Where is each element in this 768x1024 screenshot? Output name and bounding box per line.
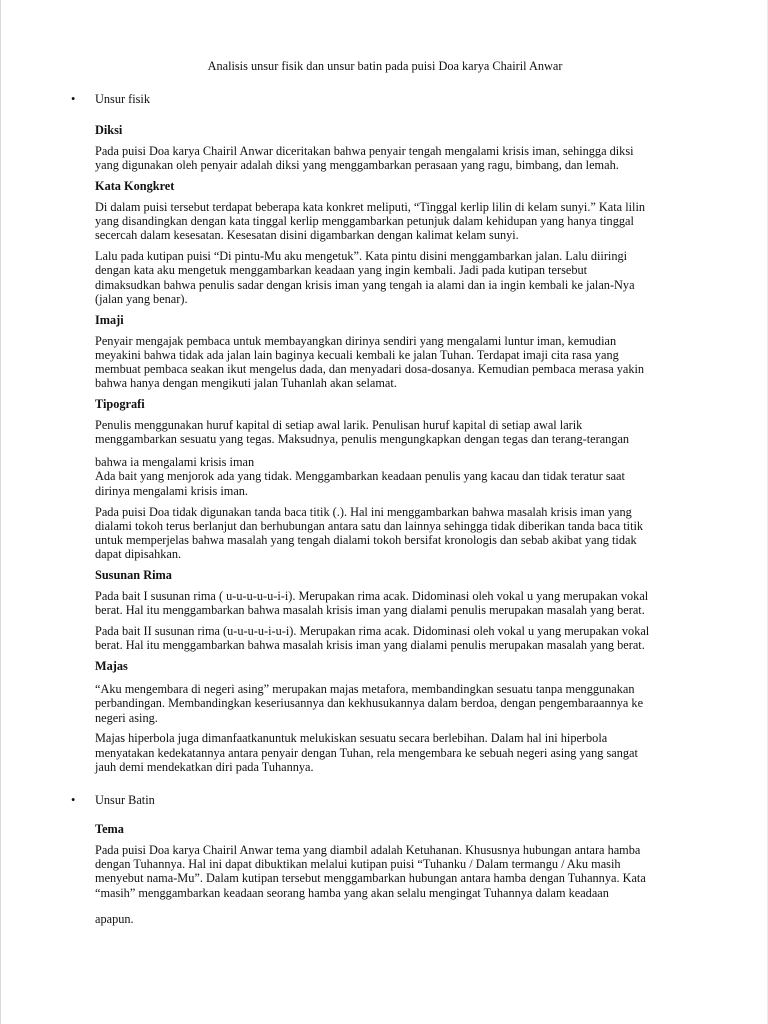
subsection-majas <box>95 659 755 781</box>
subheading-tema: Tema <box>95 821 124 836</box>
paragraph-line: Di dalam puisi tersebut terdapat beberapa kata konkret meliputi, “Tinggal kerlip lilin di kelam sunyi.” Kata lilin <box>95 199 646 214</box>
paragraph-line: dimaksudkan bahwa penulis sadar dengan krisis iman yang tengah ia alami dan ia ingin kembali ke jalan-Nya <box>95 277 635 292</box>
section-unsur-fisik <box>71 92 755 781</box>
paragraph <box>95 200 755 243</box>
paragraph-line: bahwa hanya dengan mengikuti jalan Tuhanlah akan selamat. <box>95 376 397 391</box>
paragraph-line: berat. Hal itu menggambarkan bahwa masalah krisis iman yang dialami penulis merupakan masalah yang berat. <box>95 603 645 618</box>
paragraph <box>95 589 755 618</box>
paragraph-line: Lalu pada kutipan puisi “Di pintu-Mu aku mengetuk”. Kata pintu disini menggambarkan jalan. Lalu diiringi <box>95 249 628 264</box>
paragraph-line: Penulis menggunakan huruf kapital di setiap awal larik. Penulisan huruf kapital di setiap awal larik <box>95 418 583 433</box>
section-bullet-unsur-fisik <box>71 92 755 106</box>
document-title: Analisis unsur fisik dan unsur batin pada puisi Doa karya Chairil Anwar <box>207 59 563 73</box>
paragraph-line: negeri asing. <box>95 710 158 725</box>
paragraph-line: secercah dalam kesesatan. Kesesatan disini digambarkan dengan kalimat kelam sunyi. <box>95 228 519 243</box>
paragraph-line: membuat pembaca seakan ikut mengelus dada, dan menyadari dosa-dosanya. Kemudian pembaca merasa yakin <box>95 362 645 377</box>
paragraph-line: dialami tokoh terus berlanjut dan berhubungan antara satu dan lainnya sehingga tidak diberikan tanda baca titik <box>95 518 644 533</box>
paragraph <box>95 334 755 391</box>
paragraph <box>95 418 755 447</box>
section-unsur-batin <box>71 781 755 933</box>
paragraph <box>95 680 755 725</box>
subheading-susunan-rima: Susunan Rima <box>95 568 172 583</box>
section-label: Unsur fisik <box>95 92 150 106</box>
paragraph-line: apapun. <box>95 911 134 926</box>
subsection-imaji <box>95 313 755 397</box>
paragraph-line: menyebut nama-Mu”. Dalam kutipan tersebut menggambarkan hubungan antara hamba dengan Tuhannya. Kata <box>95 871 646 886</box>
paragraph-line: dengan Tuhannya. Hal ini dapat dibuktikan melalui kutipan puisi “Tuhanku / Dalam termangu / Aku masih <box>95 856 621 871</box>
paragraph <box>95 453 755 498</box>
paragraph <box>95 906 755 926</box>
paragraph-line: menggambarkan sesuatu yang tegas. Maksudnya, penulis mengungkapkan dengan tegas dan terang-terangan <box>95 432 630 447</box>
paragraph-line: Ada bait yang menjorok ada yang tidak. Menggambarkan keadaan penulis yang kacau dan tidak teratur saat <box>95 469 625 484</box>
paragraph-line: yang digunakan oleh penyair adalah diksi yang menggambarkan perasaan yang ragu, bimbang, dan lemah. <box>95 158 619 173</box>
paragraph-line: menyatakan kedekatannya antara penyair dengan Tuhan, rela mengembara ke sebuah negeri asing yang sangat <box>95 745 638 760</box>
subsection-tema <box>95 822 755 933</box>
document-body <box>71 92 755 933</box>
paragraph-line: Pada puisi Doa karya Chairil Anwar tema yang diambil adalah Ketuhanan. Khususnya hubungan antara hamba <box>95 842 641 857</box>
paragraph-line: perbandingan. Membandingkan keseriusannya dan kekhusukannya dalam berdoa, dengan pengembaraannya ke <box>95 696 644 711</box>
paragraph-line: Pada puisi Doa karya Chairil Anwar diceritakan bahwa penyair tengah mengalami krisis iman, sehingga diksi <box>95 143 634 158</box>
paragraph-line: Pada puisi Doa tidak digunakan tanda baca titik (.). Hal ini menggambarkan bahwa masalah krisis iman yang <box>95 504 632 519</box>
subsection-tipografi <box>95 397 755 568</box>
subsection-diksi <box>95 123 755 179</box>
subheading-tipografi: Tipografi <box>95 397 145 412</box>
bullet-icon: • <box>71 92 76 106</box>
paragraph <box>95 731 755 774</box>
paragraph-line: dirinya mengalami krisis iman. <box>95 483 248 498</box>
paragraph <box>95 249 755 306</box>
paragraph-line: Pada bait I susunan rima ( u-u-u-u-u-i-i). Merupakan rima acak. Didominasi oleh vokal u yang merupakan vokal <box>95 589 649 603</box>
section-bullet-unsur-batin <box>71 781 755 807</box>
paragraph-line: meyakini bahwa tidak ada jalan lain baginya kecuali kembali ke jalan Tuhan. Terdapat imaji cita rasa yang <box>95 347 619 362</box>
subheading-diksi: Diksi <box>95 122 123 137</box>
subsection-kata-kongkret <box>95 179 755 313</box>
paragraph-line: jauh demi mendekatkan diri pada Tuhannya. <box>95 759 314 774</box>
paragraph-line: berat. Hal itu menggambarkan bahwa masalah krisis iman yang dialami penulis merupakan masalah yang berat. <box>95 638 645 653</box>
paragraph-line: “Aku mengembara di negeri asing” merupakan majas metafora, membandingkan sesuatu tanpa menggunakan <box>95 681 635 696</box>
paragraph-line: Pada bait II susunan rima (u-u-u-u-i-u-i). Merupakan rima acak. Didominasi oleh vokal u yang merupakan vokal <box>95 624 650 639</box>
paragraph-line: “masih” menggambarkan keadaan seorang hamba yang akan selalu mengingat Tuhannya dalam keadaan <box>95 885 609 900</box>
paragraph <box>95 843 755 900</box>
subheading-kata-kongkret: Kata Kongkret <box>95 178 175 193</box>
paragraph <box>95 505 755 562</box>
paragraph-line: bahwa ia mengalami krisis iman <box>95 455 255 470</box>
paragraph-line: Majas hiperbola juga dimanfaatkanuntuk melukiskan sesuatu secara berlebihan. Dalam hal ini hiperbola <box>95 731 608 746</box>
paragraph-line: Penyair mengajak pembaca untuk membayangkan dirinya sendiri yang mengalami luntur iman, kemudian <box>95 333 617 348</box>
bullet-icon: • <box>71 792 76 807</box>
subsection-susunan-rima <box>95 568 755 659</box>
paragraph-line: dengan kata aku mengetuk menggambarkan keadaan yang ingin kembali. Jadi pada kutipan tersebut <box>95 263 588 278</box>
paragraph-line: (jalan yang benar). <box>95 291 188 306</box>
paragraph <box>95 144 755 173</box>
section-label: Unsur Batin <box>95 792 155 807</box>
paragraph-line: dapat dipisahkan. <box>95 547 182 562</box>
subheading-majas: Majas <box>95 659 128 674</box>
paragraph <box>95 624 755 653</box>
subheading-imaji: Imaji <box>95 312 124 327</box>
paragraph-line: untuk memperjelas bahwa masalah yang tengah dialami tokoh bersifat kronologis dan sebab akibat yang tidak <box>95 533 637 548</box>
paragraph-line: yang disandingkan dengan kata tinggal kerlip menggambarkan petunjuk dalam kehidupan yang hanya tinggal <box>95 213 634 228</box>
